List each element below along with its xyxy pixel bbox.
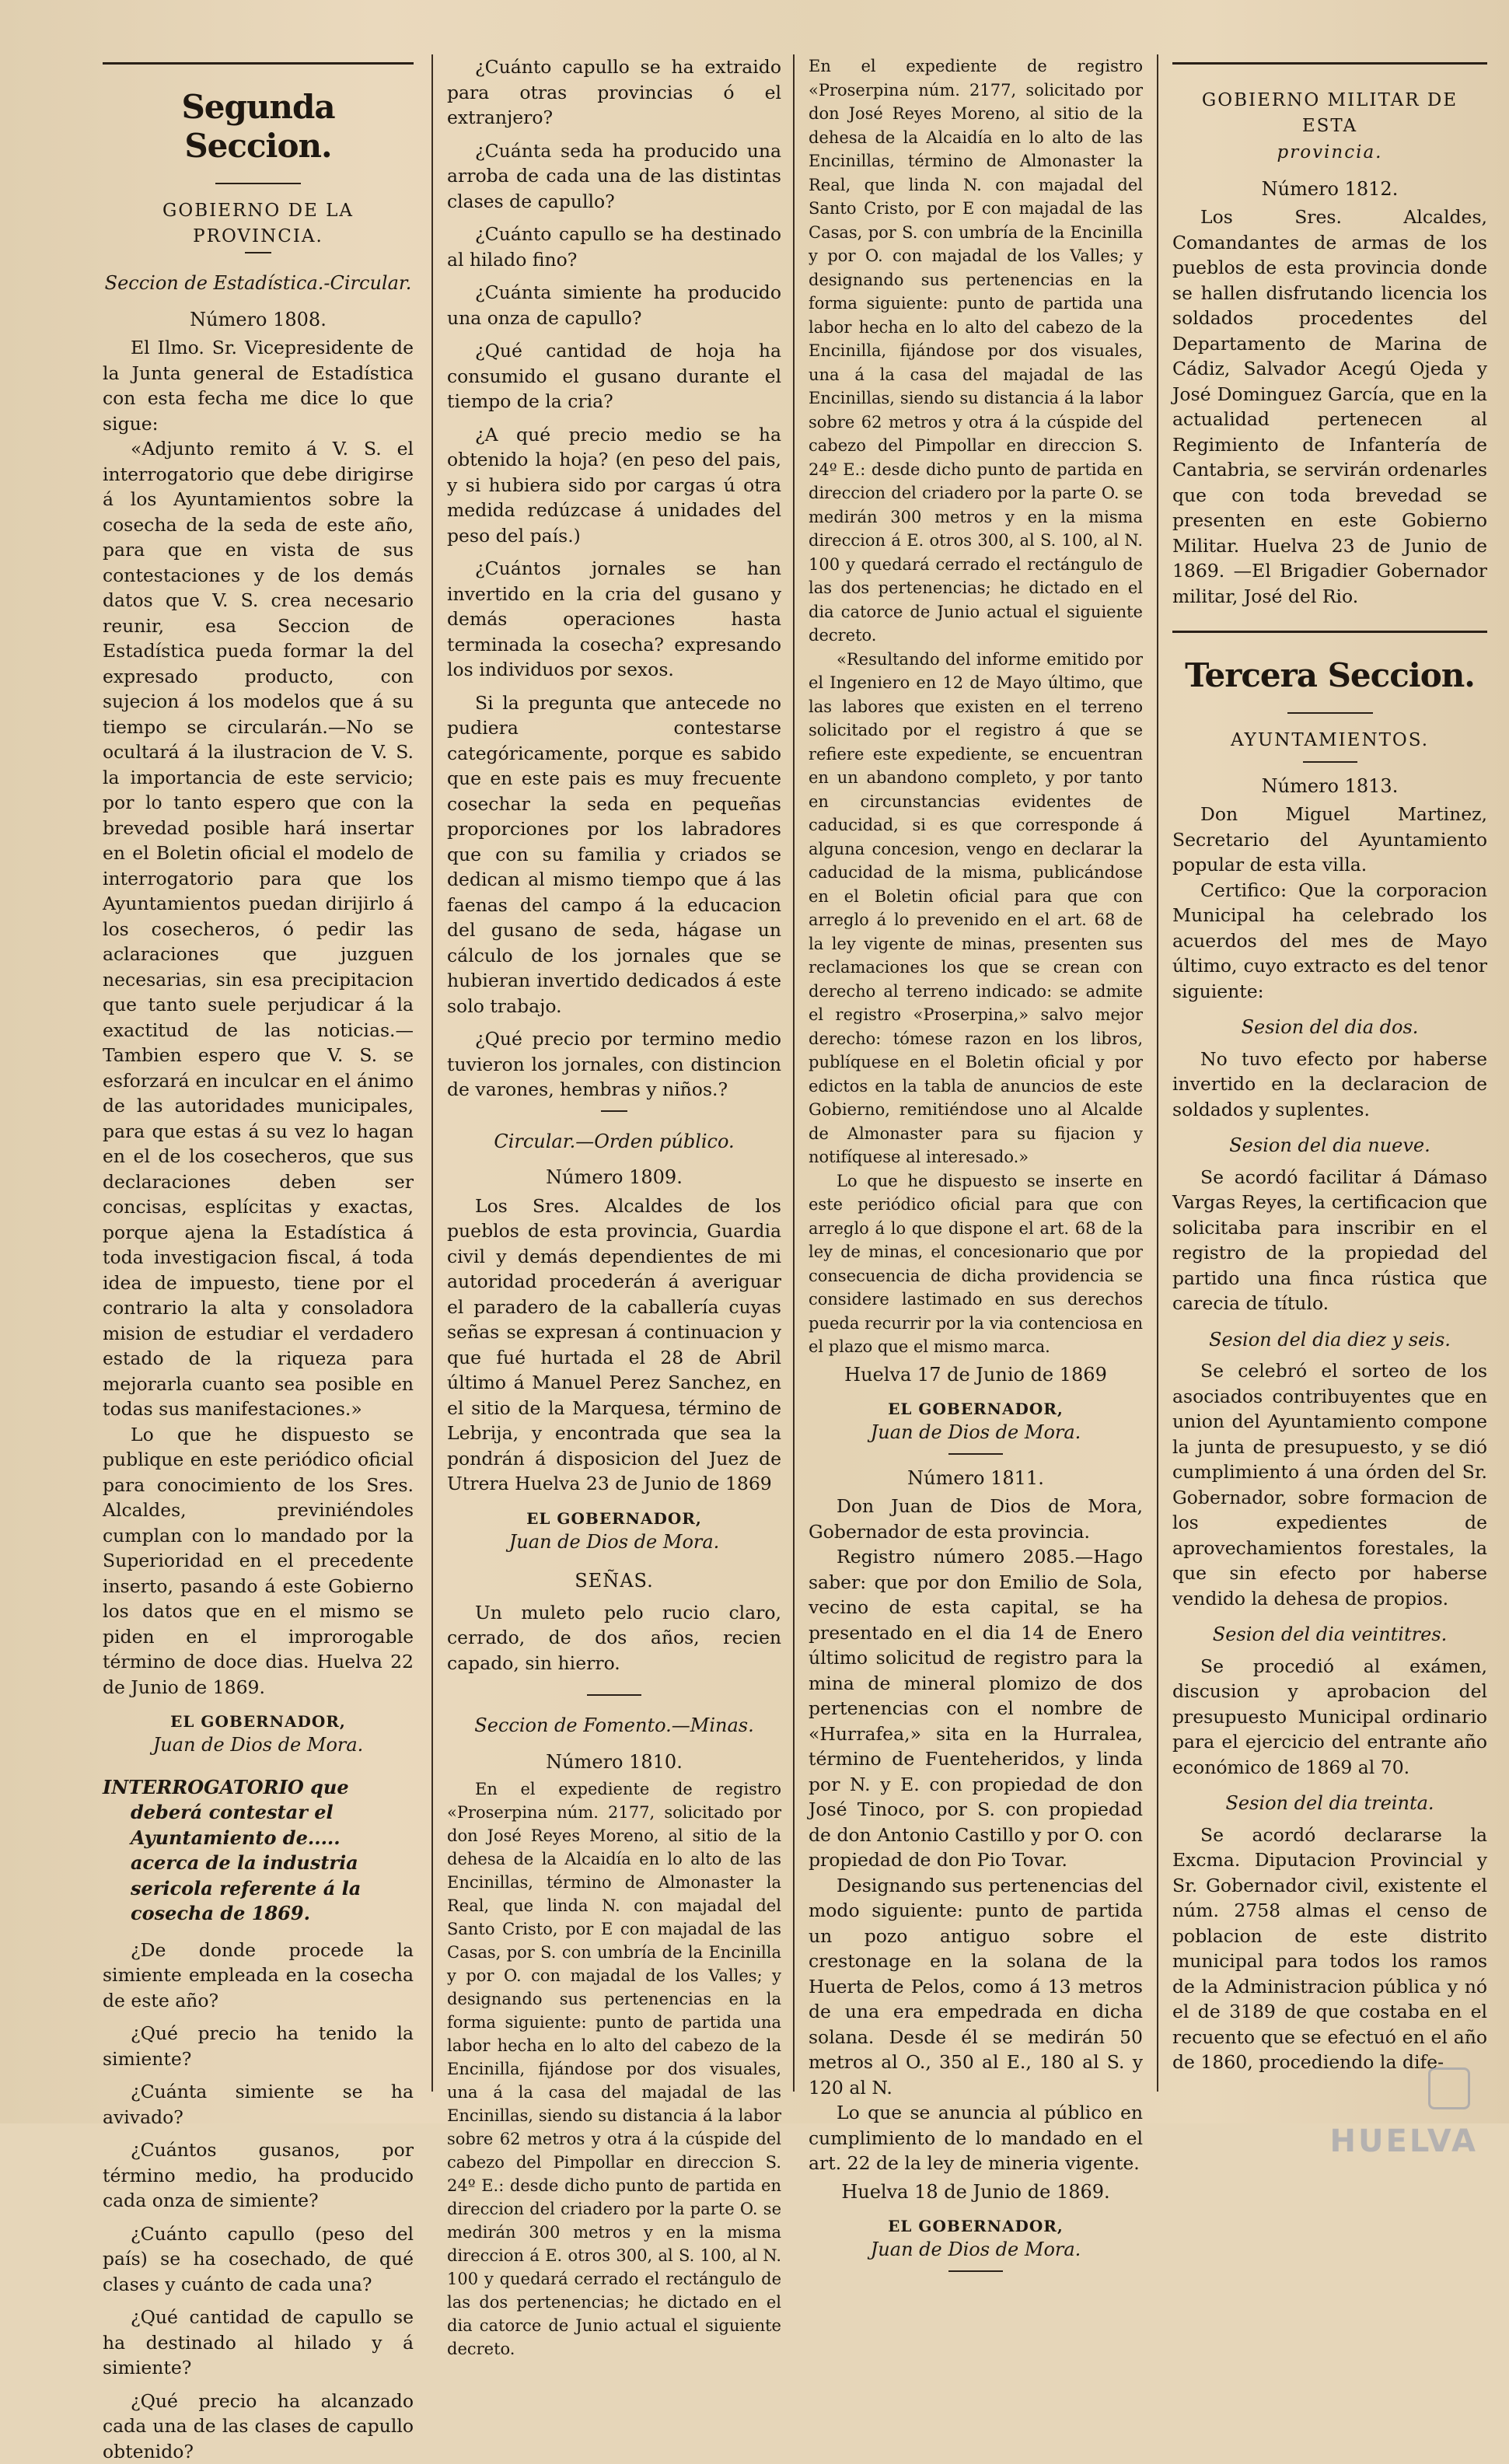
short-rule bbox=[948, 2270, 1003, 2272]
signature-name: Juan de Dios de Mora. bbox=[447, 1529, 781, 1555]
question: ¿Qué precio ha alcanzado cada una de las clases de capullo obtenido? bbox=[103, 2389, 414, 2464]
column-2 bbox=[447, 54, 781, 2107]
shield-icon bbox=[1428, 2067, 1470, 2109]
short-rule bbox=[587, 1694, 641, 1696]
paragraph: Se procedió al exámen, discusion y aprobacion del presupuesto Municipal ordinario para el ejercicio del entrante año económico de 1869 al 70. bbox=[1172, 1654, 1487, 1781]
militar-heading-2: provincia. bbox=[1172, 140, 1487, 166]
paragraph: Don Miguel Martinez, Secretario del Ayuntamiento popular de esta villa. bbox=[1172, 802, 1487, 878]
paragraph: Se celebró el sorteo de los asociados contribuyentes que en union del Ayuntamiento compone la junta de presupuesto, y se dió cumplimiento á una órden del Sr. Gobernador, sobre formacion de los expedientes de aprovechamientos forestales, la que sin efecto por haberse vendido la dehesa de propios. bbox=[1172, 1358, 1487, 1611]
notice-number: Número 1808. bbox=[103, 307, 414, 333]
date-line: Huelva 17 de Junio de 1869 bbox=[809, 1362, 1143, 1388]
question: ¿Cuántos gusanos, por término medio, ha producido cada onza de simiente? bbox=[103, 2137, 414, 2214]
section-rule bbox=[1172, 631, 1487, 633]
ornament-rule bbox=[215, 183, 301, 184]
column-divider bbox=[431, 54, 433, 2092]
notice-number: Número 1809. bbox=[447, 1165, 781, 1190]
paragraph: Se acordó facilitar á Dámaso Vargas Reyes, la certificacion que solicitaba para inscribir en el registro de la propiedad del partido una finca rústica que carecia de título. bbox=[1172, 1165, 1487, 1316]
signature-title: EL GOBERNADOR, bbox=[103, 1711, 414, 1732]
session-heading: Sesion del dia dos. bbox=[1172, 1015, 1487, 1040]
notice-number: Número 1810. bbox=[447, 1749, 781, 1775]
section-title: Segunda Seccion. bbox=[103, 88, 414, 166]
gobierno-heading: GOBIERNO DE LA PROVINCIA. bbox=[103, 198, 414, 249]
paragraph: «Adjunto remito á V. S. el interrogatorio que debe dirigirse á los Ayuntamientos sobre la cosecha de la seda de este año, para que en vista de sus contestaciones y de los demás datos que V. S. crea necesario reunir, esa Seccion de Estadística pueda formar la del expresado producto, con sujecion á los modelos que á su tiempo se circularán.—No se ocultará á la ilustracion de V. S. la importancia de este servicio; por lo tanto espero que con la brevedad posible hará insertar en el Boletin oficial el modelo de interrogatorio para que los Ayuntamientos puedan dirijirlo á los cosecheros, ó pedir las aclaraciones que juzguen necesarias, sin esa precipitacion que tanto suele perjudicar á la exactitud de las noticias.—Tambien espero que V. S. se esforzará en inculcar en el ánimo de las autoridades municipales, para que estas á su vez lo hagan en el de los cosecheros, que sus declaraciones deben ser concisas, esplícitas y exactas, porque ajena la Estadística á toda investigacion fiscal, á toda idea de impuesto, tiene por el contrario la alta y consoladora mision de estudiar el verdadero estado de la riqueza para mejorarla cuanto sea posible en todas sus manifestaciones.» bbox=[103, 436, 414, 1422]
short-rule bbox=[245, 252, 271, 253]
column-divider bbox=[793, 54, 795, 2092]
watermark-text: HUELVA bbox=[1330, 2123, 1478, 2159]
question: ¿A qué precio medio se ha obtenido la hoja? (en peso del pais, y si hubiera sido por cargas ú otra medida redúzcase á unidades del peso del país.) bbox=[447, 422, 781, 549]
interrogatorio-title: INTERROGATORIO que deberá contestar el Ayuntamiento de..... acerca de la industria sericola referente á la cosecha de 1869. bbox=[103, 1775, 414, 1927]
circular-heading: Seccion de Estadística.-Circular. bbox=[103, 271, 414, 296]
question: ¿Cuánta seda ha producido una arroba de cada una de las distintas clases de capullo? bbox=[447, 138, 781, 215]
militar-heading: GOBIERNO MILITAR DE ESTA bbox=[1172, 88, 1487, 138]
signature-name: Juan de Dios de Mora. bbox=[103, 1732, 414, 1758]
paragraph: Designando sus pertenencias del modo siguiente: punto de partida un pozo antiguo sobre el crestonage en la solana de la Huerta de Pelos, como á 13 metros de una era empedrada en dicha solana. Desde él se medirán 50 metros al O., 350 al E., 180 al S. y 120 al N. bbox=[809, 1873, 1143, 2101]
paragraph: Lo que he dispuesto se publique en este periódico oficial para conocimiento de los Sres. Alcaldes, previniéndoles cumplan con lo mandado por la Superioridad en el precedente inserto, pasando á este Gobierno los datos que en el mismo se piden en el improrogable término de doce dias. Huelva 22 de Junio de 1869. bbox=[103, 1422, 414, 1700]
short-rule bbox=[948, 1453, 1003, 1455]
question: ¿Cuántos jornales se han invertido en la cria del gusano y demás operaciones hasta terminada la cosecha? expresando los individuos por sexos. bbox=[447, 556, 781, 683]
column-1 bbox=[103, 54, 414, 2107]
circular-heading: Circular.—Orden público. bbox=[447, 1129, 781, 1155]
question: ¿Qué cantidad de hoja ha consumido el gusano durante el tiempo de la cria? bbox=[447, 338, 781, 414]
paragraph: Lo que he dispuesto se inserte en este periódico oficial para que con arreglo á lo que dispone el art. 68 de la ley de minas, el concesionario que por consecuencia de dicha providencia se considere lastimado en sus derechos pueda recurrir por la via contenciosa en el plazo que el mismo marca. bbox=[809, 1169, 1143, 1359]
column-4 bbox=[1172, 54, 1487, 2107]
question: ¿Qué cantidad de capullo se ha destinado al hilado y á simiente? bbox=[103, 2305, 414, 2381]
ayuntamientos-heading: AYUNTAMIENTOS. bbox=[1172, 728, 1487, 753]
short-rule bbox=[601, 1110, 627, 1112]
signature-title: EL GOBERNADOR, bbox=[447, 1508, 781, 1529]
session-heading: Sesion del dia nueve. bbox=[1172, 1133, 1487, 1159]
question: ¿Cuánto capullo se ha destinado al hilado fino? bbox=[447, 222, 781, 272]
question: ¿Cuánto capullo se ha extraido para otras provincias ó el extranjero? bbox=[447, 54, 781, 131]
paragraph: No tuvo efecto por haberse invertido en la declaracion de soldados y suplentes. bbox=[1172, 1047, 1487, 1123]
fomento-heading: Seccion de Fomento.—Minas. bbox=[447, 1713, 781, 1739]
session-heading: Sesion del dia treinta. bbox=[1172, 1791, 1487, 1816]
paragraph: «Resultando del informe emitido por el Ingeniero en 12 de Mayo último, que las labores que existen en el terreno solicitado por el registro á que se refiere este expediente, se encuentran en un abandono completo, y por tanto en circunstancias evidentes de caducidad, si es que corresponde á alguna concesion, vengo en declarar la caducidad de la misma, publicándose en el Boletin oficial para que con arreglo á lo prevenido en el art. 68 de la ley vigente de minas, presenten sus reclamaciones los que se crean con derecho al terreno indicado: se admite el registro «Proserpina,» salvo mejor derecho: tómese razon en los libros, publíquese en el Boletin oficial y por edictos en la tabla de anuncios de este Gobierno, remitiéndose uno al Alcalde de Almonaster para su fijacion y notifíquese al interesado.» bbox=[809, 648, 1143, 1169]
notice-number: Número 1813. bbox=[1172, 774, 1487, 799]
session-heading: Sesion del dia diez y seis. bbox=[1172, 1327, 1487, 1353]
paragraph: Registro número 2085.—Hago saber: que por don Emilio de Sola, vecino de esta capital, se ha presentado en el dia 14 de Enero último solicitud de registro para la mina de mineral plomizo de dos pertenencias con el nombre de «Hurrafea,» sita en la Hurralea, término de Fuenteheridos, y linda por N. y E. con propiedad de don José Tinoco, por S. con propiedad de don Antonio Castillo y por O. con propiedad de don Pio Tovar. bbox=[809, 1544, 1143, 1873]
notice-number: Número 1811. bbox=[809, 1466, 1143, 1491]
paragraph: En el expediente de registro «Proserpina núm. 2177, solicitado por don José Reyes Moreno, al sitio de la dehesa de la Alcaidía en lo alto de las Encinillas, término de Almonaster la Real, que linda N. con majadal del Santo Cristo, por E con majadal de las Casas, por S. con umbría de la Encinilla y por O. con majadal de los Valles; y designando sus pertenencias en la forma siguiente: punto de partida una labor hecha en lo alto del cabezo de la Encinilla, fijándose por dos visuales, una á la casa del majadal de las Encinillas, siendo su distancia á la labor sobre 62 metros y otra á la cúspide del cabezo del Pimpollar en direccion S. 24º E.: desde dicho punto de partida en direccion del criadero por la parte O. se medirán 300 metros y en la misma direccion á E. otros 300, al S. 100, al N. 100 y quedará cerrado el rectángulo de las dos pertenencias; he dictado en el dia catorce de Junio actual el siguiente decreto. bbox=[809, 54, 1143, 648]
ornament-rule bbox=[1287, 712, 1373, 714]
paragraph: Los Sres. Alcaldes, Comandantes de armas de los pueblos de esta provincia donde se hallen disfrutando licencia los soldados procedentes del Departamento de Marina de Cádiz, Salvador Acegú Ojeda y José Dominguez García, que en la actualidad pertenecen al Regimiento de Infantería de Cantabria, se servirán ordenarles que con toda brevedad se presenten en este Gobierno Militar. Huelva 23 de Junio de 1869. —El Brigadier Gobernador militar, José del Rio. bbox=[1172, 204, 1487, 609]
question: ¿Qué precio por termino medio tuvieron los jornales, con distincion de varones, hembras y niños.? bbox=[447, 1026, 781, 1103]
session-heading: Sesion del dia veintitres. bbox=[1172, 1622, 1487, 1648]
short-rule bbox=[1303, 761, 1357, 763]
signature-name: Juan de Dios de Mora. bbox=[809, 1420, 1143, 1445]
signature-title: EL GOBERNADOR, bbox=[809, 1398, 1143, 1420]
notice-number: Número 1812. bbox=[1172, 176, 1487, 202]
top-rule bbox=[103, 62, 414, 65]
top-rule bbox=[1172, 62, 1487, 65]
question: ¿Cuánta simiente ha producido una onza de capullo? bbox=[447, 280, 781, 330]
senas-heading: SEÑAS. bbox=[447, 1568, 781, 1594]
paragraph: Certifico: Que la corporacion Municipal ha celebrado los acuerdos del mes de Mayo último, cuyo extracto es del tenor siguiente: bbox=[1172, 878, 1487, 1005]
question: Si la pregunta que antecede no pudiera contestarse categóricamente, porque es sabido que en este pais es muy frecuente cosechar la seda en pequeñas proporciones por los labradores que con su familia y criados se dedican al mismo tiempo que á las faenas del campo á la educacion del gusano de seda, hágase un cálculo de los jornales que se hubieran invertido dedicados á este solo trabajo. bbox=[447, 690, 781, 1019]
date-line: Huelva 18 de Junio de 1869. bbox=[809, 2179, 1143, 2205]
column-divider bbox=[1157, 54, 1158, 2092]
signature-name: Juan de Dios de Mora. bbox=[809, 2237, 1143, 2263]
huelva-watermark bbox=[1284, 2060, 1478, 2114]
paragraph: Lo que se anuncia al público en cumplimiento de lo mandado en el art. 22 de la ley de mineria vigente. bbox=[809, 2100, 1143, 2176]
paragraph: En el expediente de registro «Proserpina núm. 2177, solicitado por don José Reyes Moreno, al sitio de la dehesa de la Alcaidía en lo alto de las Encinillas, término de Almonaster la Real, que linda N. con majadal del Santo Cristo, por E con majadal de las Casas, por S. con umbría de la Encinilla y por O. con majadal de los Valles; y designando sus pertenencias en la forma siguiente: punto de partida una labor hecha en lo alto del cabezo de la Encinilla, fijándose por dos visuales, una á la casa del majadal de las Encinillas, siendo su distancia á la labor sobre 62 metros y otra á la cúspide del cabezo del Pimpollar en direccion S. 24º E.: desde dicho punto de partida en direccion del criadero por la parte O. se medirán 300 metros y en la misma direccion á E. otros 300, al S. 100, al N. 100 y quedará cerrado el rectángulo de las dos pertenencias; he dictado en el dia catorce de Junio actual el siguiente decreto. bbox=[447, 1777, 781, 2361]
section-title: Tercera Seccion. bbox=[1172, 656, 1487, 695]
paragraph: El Ilmo. Sr. Vicepresidente de la Junta general de Estadística con esta fecha me dice lo que sigue: bbox=[103, 335, 414, 436]
question: ¿Cuánto capullo (peso del país) se ha cosechado, de qué clases y cuánto de cada una? bbox=[103, 2221, 414, 2298]
paragraph: Los Sres. Alcaldes de los pueblos de esta provincia, Guardia civil y demás dependientes de mi autoridad procederán á averiguar el paradero de la caballería cuyas señas se expresan á continuacion y que fué hurtada el 28 de Abril último á Manuel Perez Sanchez, en el sitio de la Marquesa, término de Lebrija, y encontrada que sea la pondrán á disposicion del Juez de Utrera Huelva 23 de Junio de 1869 bbox=[447, 1194, 781, 1497]
paragraph: Don Juan de Dios de Mora, Gobernador de esta provincia. bbox=[809, 1494, 1143, 1544]
paragraph: Se acordó declararse la Excma. Diputacion Provincial y Sr. Gobernador civil, existente el núm. 2758 almas el censo de poblacion de este distrito municipal para todos los ramos de la Administracion pública y nó el de 3189 de que costaba en el recuento que se efectuó en el año de 1860, procediendo la dife- bbox=[1172, 1823, 1487, 2075]
question: ¿Qué precio ha tenido la simiente? bbox=[103, 2021, 414, 2071]
column-3 bbox=[809, 54, 1143, 2107]
paragraph: Un muleto pelo rucio claro, cerrado, de dos años, recien capado, sin hierro. bbox=[447, 1600, 781, 1676]
signature-title: EL GOBERNADOR, bbox=[809, 2215, 1143, 2237]
question: ¿De donde procede la simiente empleada en la cosecha de este año? bbox=[103, 1938, 414, 2014]
question: ¿Cuánta simiente se ha avivado? bbox=[103, 2079, 414, 2130]
